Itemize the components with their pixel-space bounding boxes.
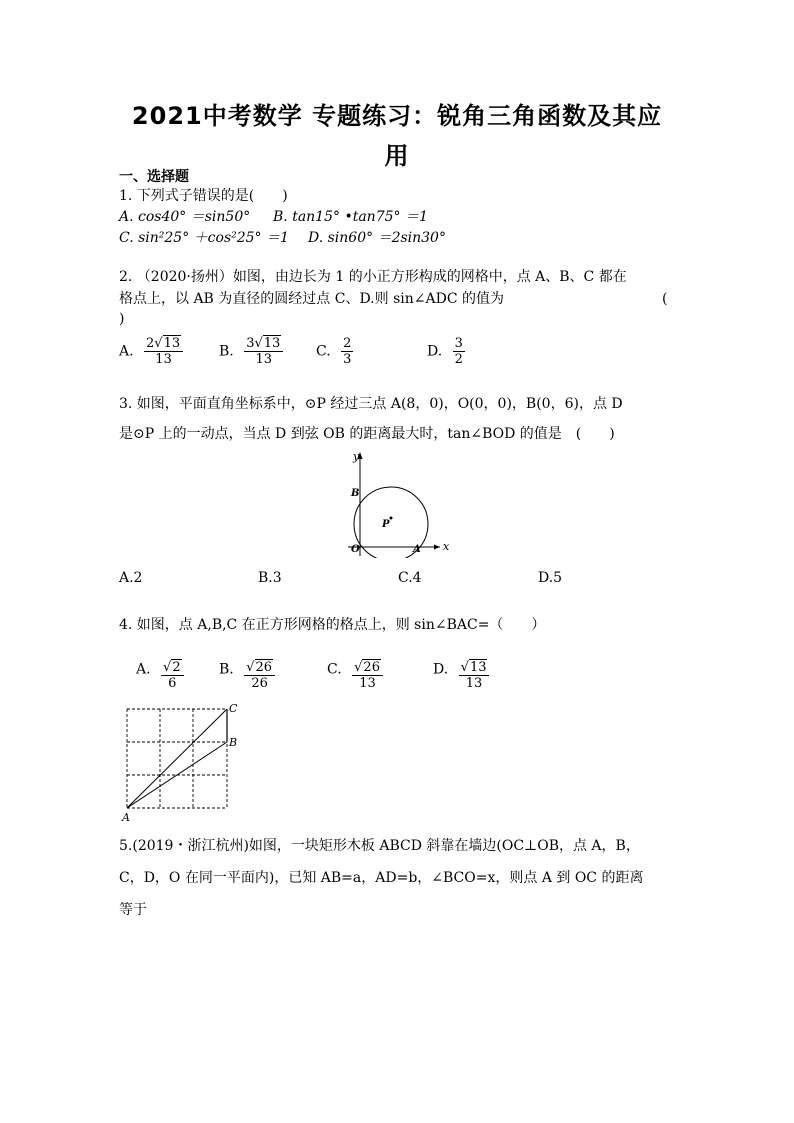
q5-line-2: C，D，O 在同一平面内)，已知 AB=a，AD=b，∠BCO=x，则点 A 到 OC 的距离 (119, 870, 644, 886)
q1-option-d: D. sin60° ＝2sin30° (308, 230, 446, 246)
q4-option-a (136, 648, 184, 691)
q4-d-denominator: 13 (465, 676, 483, 691)
page-title (110, 96, 684, 176)
q2-a-radicand: 13 (163, 336, 181, 351)
q2-c-denominator: 3 (343, 352, 352, 367)
title-line-2: 用 (384, 142, 410, 170)
q2-a-label: A. (119, 343, 134, 360)
q1-stem: 1. 下列式子错误的是( ) (119, 188, 288, 204)
q3-option-b: B.3 (258, 570, 282, 586)
q2-option-b (219, 336, 283, 367)
q4-segment-ac (127, 709, 227, 808)
q2-paren-open: ( (662, 291, 668, 307)
q4-d-radicand: 13 (469, 660, 487, 675)
q4-b-fraction: $\frac{√26}{26}$ (244, 660, 275, 691)
q4-b-label: B. (219, 661, 234, 678)
q2-c-numerator: 2 (343, 336, 352, 351)
q2-line-1: 2. （2020·扬州）如图，由边长为 1 的小正方形构成的网格中，点 A、B、C 都在 (119, 269, 627, 285)
q2-a-coef: 2 (146, 336, 155, 351)
q2-b-fraction: $\frac{3√13}{13}$ (244, 336, 283, 367)
q2-option-d (427, 336, 465, 367)
q2-c-label: C. (316, 343, 331, 360)
q2-b-coef: 3 (246, 336, 255, 351)
q3-option-a: A.2 (119, 570, 143, 586)
q3-line-1: 3. 如图，平面直角坐标系中，⊙P 经过三点 A(8，0)，O(0，0)，B(0，6)，点 D (119, 396, 623, 412)
q4-c-denominator: 13 (359, 676, 376, 691)
q3-circle-figure (340, 448, 460, 558)
q3-line-2: 是⊙P 上的一动点，当点 D 到弦 OB 的距离最大时，tan∠BOD 的值是 ( ) (119, 426, 615, 442)
q3-option-c: C.4 (398, 570, 422, 586)
q1-option-a: A. cos40° ＝sin50° (119, 209, 251, 225)
q2-a-fraction: $\frac{2√13}{13}$ (144, 336, 183, 367)
q4-option-c (327, 648, 383, 691)
q4-label-c: C (229, 702, 238, 715)
q4-c-radicand: 26 (363, 660, 380, 675)
q4-d-label: D. (433, 661, 449, 678)
q2-a-denominator: 13 (155, 352, 172, 367)
q2-option-c (316, 336, 353, 367)
q3-label-y: y (353, 450, 360, 463)
q4-a-fraction: $\frac{√2}{6}$ (161, 660, 184, 691)
q3-label-a: A (413, 544, 421, 555)
q3-label-o: O (351, 544, 360, 555)
q2-option-a (119, 336, 183, 367)
q4-grid-figure (118, 700, 248, 825)
q3-label-p: P (382, 519, 390, 530)
q4-option-b (219, 648, 275, 691)
q2-b-denominator: 13 (255, 352, 273, 367)
q3-center-point (390, 517, 393, 520)
title-line-1: 2021中考数学 专题练习：锐角三角函数及其应 (131, 102, 663, 130)
q4-a-label: A. (136, 661, 151, 678)
q2-d-label: D. (427, 343, 443, 360)
q2-d-fraction (453, 336, 465, 367)
q4-a-denominator: 6 (168, 676, 177, 691)
q4-stem: 4. 如图，点 A,B,C 在正方形网格的格点上，则 sin∠BAC=（ ） (119, 617, 546, 633)
q2-b-label: B. (219, 343, 234, 360)
q4-c-fraction: $\frac{√26}{13}$ (352, 660, 383, 691)
q3-label-b: B (351, 488, 360, 499)
q3-option-d: D.5 (538, 570, 563, 586)
q2-d-numerator: 3 (454, 336, 463, 351)
q4-a-radicand: 2 (172, 660, 181, 675)
q4-d-fraction: $\frac{√13}{13}$ (459, 660, 490, 691)
q4-label-b: B (229, 736, 238, 749)
q2-line-2: 格点上，以 AB 为直径的圆经过点 C、D.则 sin∠ADC 的值为 (119, 291, 504, 307)
q1-option-b: B. tan15° •tan75° ＝1 (273, 209, 428, 225)
q2-d-denominator: 2 (454, 352, 463, 367)
q3-label-x: x (443, 540, 450, 553)
q1-option-c: C. sin²25° ＋cos²25° ＝1 (119, 230, 289, 246)
q3-x-arrow (434, 545, 440, 550)
q4-label-a: A (122, 811, 130, 824)
q2-paren-close: ) (119, 311, 125, 327)
q2-c-fraction (341, 336, 353, 367)
q4-b-denominator: 26 (251, 676, 268, 691)
section-heading: 一、选择题 (119, 169, 189, 185)
q4-b-radicand: 26 (255, 660, 273, 675)
q4-option-d (433, 648, 489, 691)
q5-line-3: 等于 (119, 902, 147, 918)
q2-b-radicand: 13 (263, 336, 281, 351)
q4-c-label: C. (327, 661, 342, 678)
q5-line-1: 5.(2019・浙江杭州)如图，一块矩形木板 ABCD 斜靠在墙边(OC⊥OB，点 A，B， (119, 838, 640, 854)
